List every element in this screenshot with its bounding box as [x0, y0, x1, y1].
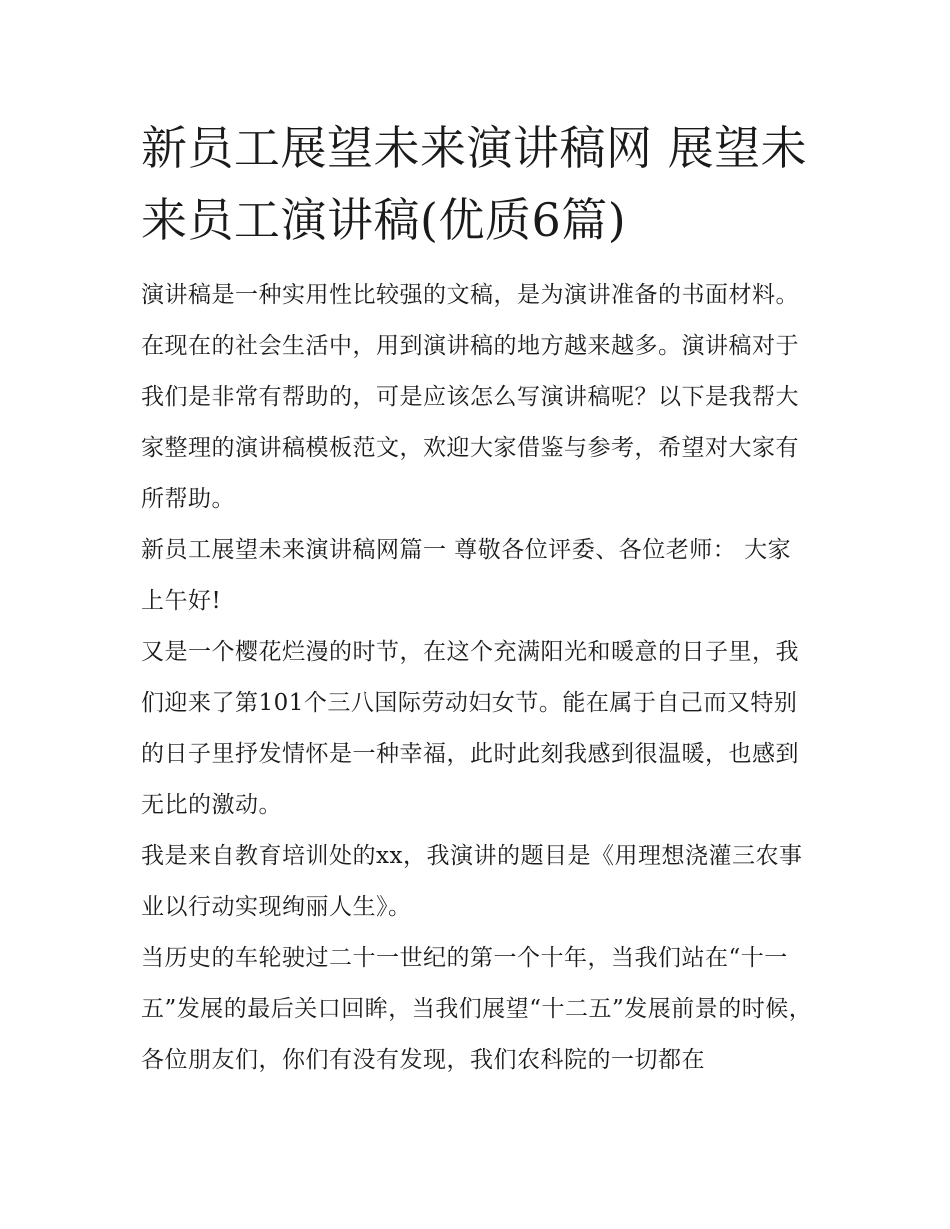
document-content [141, 112, 813, 1086]
document-title: 新员工展望未来演讲稿网 展望未来员工演讲稿(优质6篇) [141, 121, 808, 247]
body-paragraph: 又是一个樱花烂漫的时节，在这个充满阳光和暖意的日子里，我们迎来了第101个三八国际劳动妇女节。能在属于自己而又特别的日子里抒发情怀是一种幸福，此时此刻我感到很温暖，也感到无比的激动。 [141, 639, 799, 818]
document-body [141, 270, 813, 1086]
intro-paragraph: 演讲稿是一种实用性比较强的文稿，是为演讲准备的书面材料。在现在的社会生活中，用到演讲稿的地方越来越多。演讲稿对于我们是非常有帮助的，可是应该怎么写演讲稿呢？以下是我帮大家整理的演讲稿模板范文，欢迎大家借鉴与参考，希望对大家有所帮助。 [141, 282, 799, 512]
body-paragraph: 我是来自教育培训处的xx，我演讲的题目是《用理想浇灌三农事业以行动实现绚丽人生》。 [141, 843, 803, 920]
body-paragraph: 当历史的车轮驶过二十一世纪的第一个十年，当我们站在“十一五”发展的最后关口回眸，当我们展望“十二五”发展前景的时候，各位朋友们，你们有没有发现，我们农科院的一切都在 [141, 945, 813, 1073]
section-heading-paragraph: 新员工展望未来演讲稿网篇一 尊敬各位评委、各位老师： 大家上午好! [141, 537, 792, 614]
